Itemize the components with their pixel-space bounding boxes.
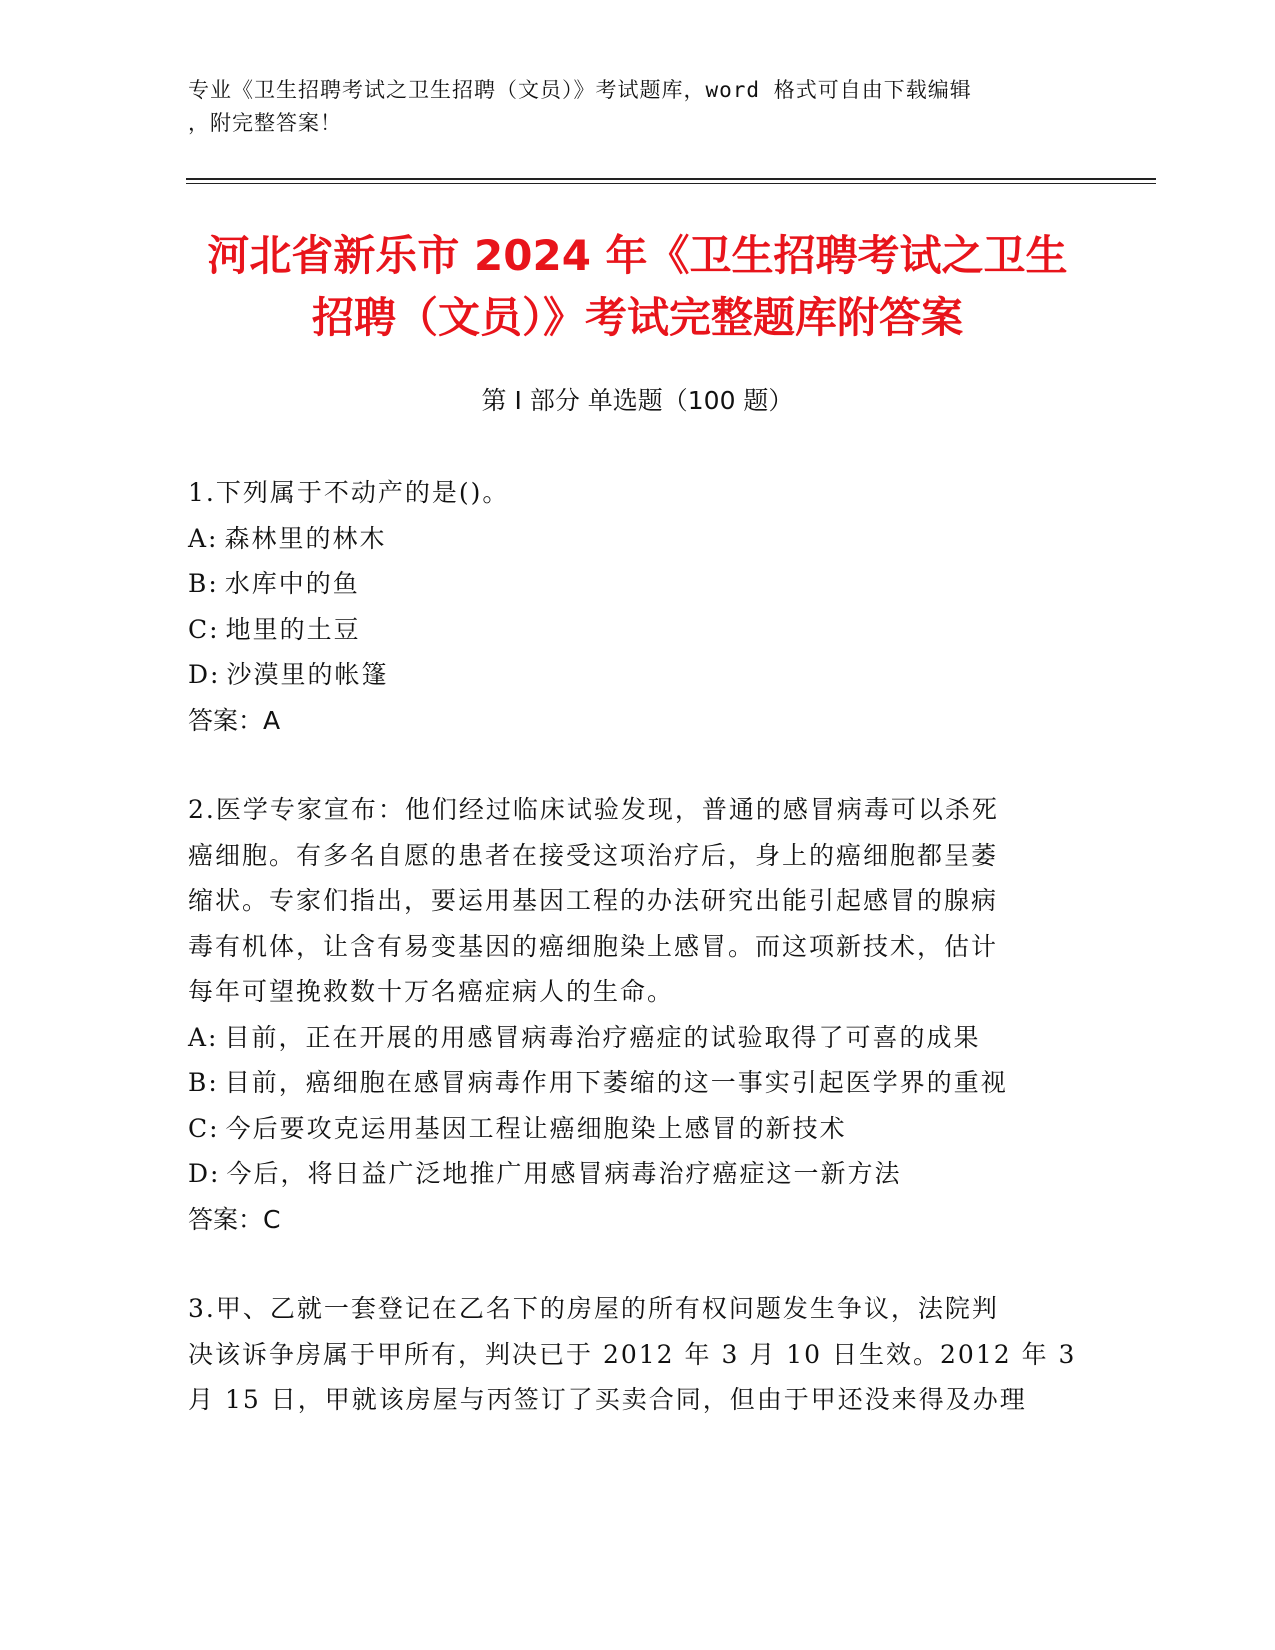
answer-label: 答案：A xyxy=(188,705,281,735)
option-d xyxy=(188,652,1088,698)
option-letter: A: xyxy=(188,523,219,553)
option-letter: D: xyxy=(188,1159,221,1188)
option-text: 森林里的林木 xyxy=(224,523,387,553)
option-a xyxy=(188,1015,1088,1061)
question-1 xyxy=(188,470,1088,743)
option-letter: B: xyxy=(188,569,219,598)
option-letter: A: xyxy=(188,1022,219,1052)
option-text: 水库中的鱼 xyxy=(224,569,360,598)
header-note xyxy=(188,74,1088,140)
header-divider-thick xyxy=(186,178,1156,180)
option-letter: C: xyxy=(188,1113,220,1143)
question-stem-line: 决该诉争房属于甲所有，判决已于 2012 年 3 月 10 日生效。2012 年 3 xyxy=(188,1339,1077,1369)
document-title xyxy=(150,225,1125,349)
question-3 xyxy=(188,1286,1088,1423)
question-stem-line: 3.甲、乙就一套登记在乙名下的房屋的所有权问题发生争议，法院判 xyxy=(188,1294,999,1323)
question-list xyxy=(188,470,1088,1467)
option-text: 地里的土豆 xyxy=(225,614,361,644)
header-note-line-1: 专业《卫生招聘考试之卫生招聘（文员）》考试题库，word 格式可自由下载编辑 xyxy=(188,78,972,102)
document-title-line-1: 河北省新乐市 2024 年《卫生招聘考试之卫生 xyxy=(207,231,1068,280)
option-letter: C: xyxy=(188,614,220,644)
option-letter: B: xyxy=(188,1068,219,1097)
question-stem-line: 1.下列属于不动产的是()。 xyxy=(188,478,510,507)
option-a xyxy=(188,516,1088,562)
option-d xyxy=(188,1151,1088,1197)
option-text: 沙漠里的帐篷 xyxy=(226,660,389,689)
option-c xyxy=(188,1106,1088,1152)
option-text: 今后，将日益广泛地推广用感冒病毒治疗癌症这一新方法 xyxy=(226,1159,902,1188)
option-b xyxy=(188,1060,1088,1106)
option-text: 今后要攻克运用基因工程让癌细胞染上感冒的新技术 xyxy=(225,1113,847,1143)
option-text: 目前，正在开展的用感冒病毒治疗癌症的试验取得了可喜的成果 xyxy=(224,1022,981,1052)
question-stem-line: 缩状。专家们指出，要运用基因工程的办法研究出能引起感冒的腺病 xyxy=(188,886,999,915)
section-heading: 第 I 部分 单选题（100 题） xyxy=(481,386,794,415)
question-stem-line: 2.医学专家宣布：他们经过临床试验发现，普通的感冒病毒可以杀死 xyxy=(188,795,999,824)
option-b xyxy=(188,561,1088,607)
question-2 xyxy=(188,787,1088,1242)
question-stem-line: 每年可望挽救数十万名癌症病人的生命。 xyxy=(188,977,675,1006)
document-title-line-2: 招聘（文员）》考试完整题库附答案 xyxy=(311,293,963,342)
header-divider-thin xyxy=(186,183,1156,184)
option-letter: D: xyxy=(188,660,221,689)
header-note-line-2: ，附完整答案！ xyxy=(188,111,342,135)
question-stem-line: 月 15 日，甲就该房屋与丙签订了买卖合同，但由于甲还没来得及办理 xyxy=(188,1385,1027,1414)
option-text: 目前，癌细胞在感冒病毒作用下萎缩的这一事实引起医学界的重视 xyxy=(224,1068,1008,1097)
answer-label: 答案：C xyxy=(188,1204,281,1234)
question-stem-line: 毒有机体，让含有易变基因的癌细胞染上感冒。而这项新技术，估计 xyxy=(188,931,999,961)
question-stem-line: 癌细胞。有多名自愿的患者在接受这项治疗后，身上的癌细胞都呈萎 xyxy=(188,840,999,870)
option-c xyxy=(188,607,1088,653)
